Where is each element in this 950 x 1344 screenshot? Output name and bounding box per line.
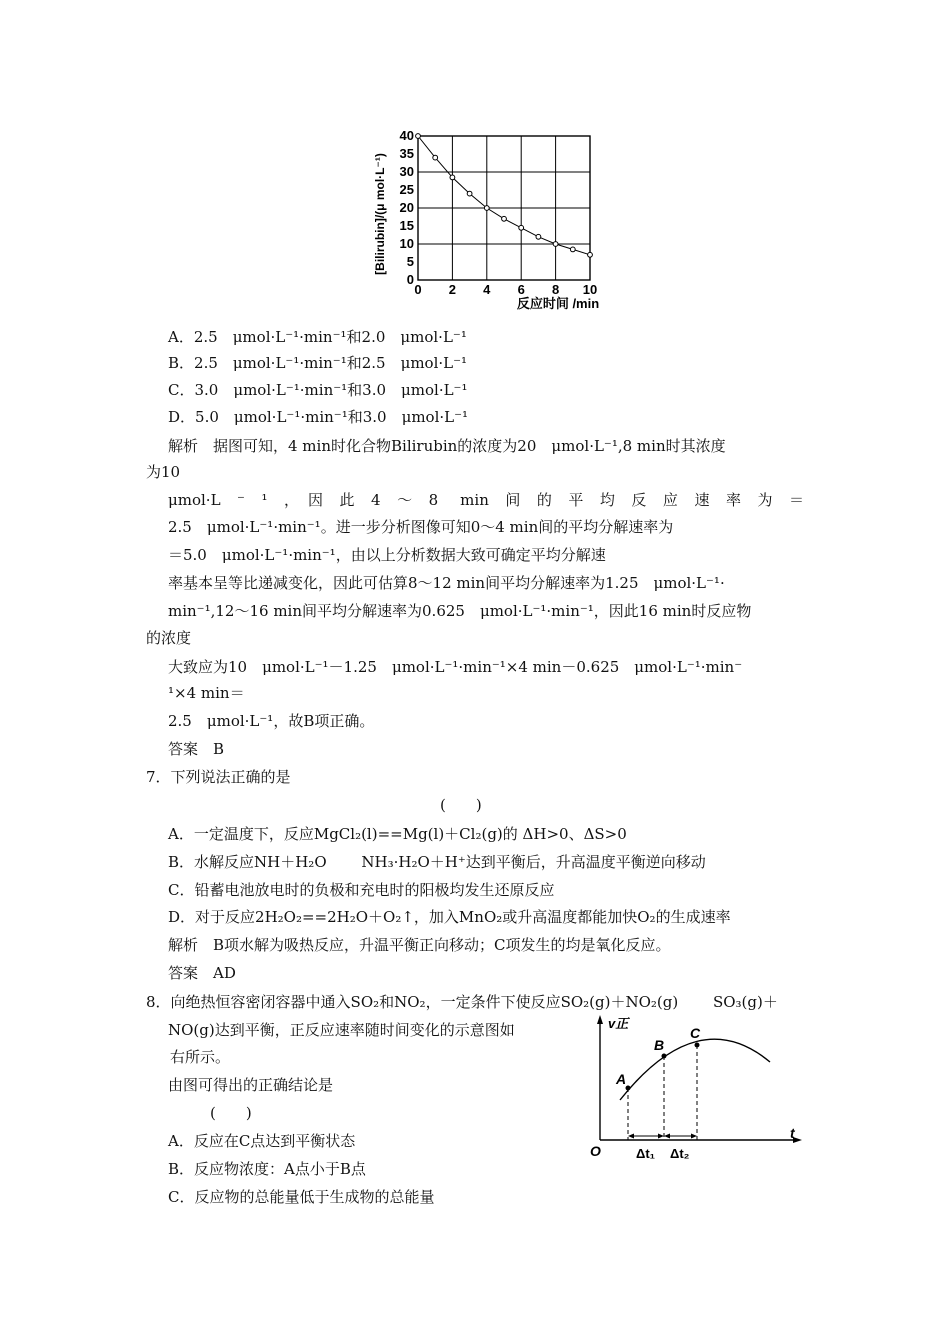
rate-origin-label: O xyxy=(590,1143,601,1159)
q6-analysis-line-9: 大致应为10 μmol·L⁻¹－1.25 μmol·L⁻¹·min⁻¹×4 min－0.625 μmol·L⁻¹·min⁻ xyxy=(168,658,743,676)
chart-data-point xyxy=(484,206,489,211)
chart-y-tick-label: 30 xyxy=(399,164,414,179)
q7-option-d: D．对于反应2H₂O₂==2H₂O＋O₂↑，加入MnO₂或升高温度都能加快O₂的生成速率 xyxy=(168,908,731,926)
rate-time-svg xyxy=(588,1012,808,1164)
q8-option-a: A．反应在C点达到平衡状态 xyxy=(168,1132,356,1150)
q6-option-a: A．2.5 μmol·L⁻¹·min⁻¹和2.0 μmol·L⁻¹ xyxy=(168,328,467,346)
q6-analysis-line-6: 率基本呈等比递减变化，因此可估算8～12 min间平均分解速率为1.25 μmol·L⁻¹· xyxy=(168,574,725,592)
chart-x-tick-label: 10 xyxy=(582,282,598,297)
q8-option-b: B．反应物浓度：A点小于B点 xyxy=(168,1160,366,1178)
q7-stem: 7．下列说法正确的是 xyxy=(146,768,291,786)
chart-data-point xyxy=(467,191,472,196)
interval-2-left-arrow-icon xyxy=(664,1134,670,1139)
q8-stem-line-1: 8．向绝热恒容密闭容器中通入SO₂和NO₂，一定条件下使反应SO₂(g)＋NO₂(g) SO₃(g)＋ xyxy=(146,993,778,1011)
chart-data-point xyxy=(536,234,541,239)
q6-analysis-line-2: 为10 xyxy=(146,463,181,481)
point-a-label: A xyxy=(616,1071,627,1087)
chart-y-tick-label: 25 xyxy=(399,182,414,197)
chart-y-axis-label: [Bilirubin]/(μ mol·L⁻¹) xyxy=(373,153,387,275)
chart-y-tick-label: 10 xyxy=(399,236,414,251)
chart-x-tick-label: 6 xyxy=(517,282,525,297)
chart-y-tick-label: 40 xyxy=(399,128,414,143)
chart-x-axis-label: 反应时间 /min xyxy=(516,296,600,311)
q7-option-a: A．一定温度下，反应MgCl₂(l)==Mg(l)＋Cl₂(g)的 ΔH>0、ΔS>0 xyxy=(168,825,627,843)
chart-y-tick-label: 15 xyxy=(399,218,414,233)
q6-analysis-line-5: ＝5.0 μmol·L⁻¹·min⁻¹，由以上分析数据大致可确定平均分解速 xyxy=(168,546,606,564)
chart-data-point xyxy=(433,155,438,160)
chart-data-point xyxy=(553,242,558,247)
rate-y-axis-label: v正 xyxy=(608,1016,629,1031)
q8-stem-line-3: 右所示。 xyxy=(170,1048,231,1066)
q6-analysis-line-1: 解析 据图可知，4 min时化合物Bilirubin的浓度为20 μmol·L⁻¹,8 min时其浓度 xyxy=(168,437,726,455)
interval-1-left-arrow-icon xyxy=(628,1134,634,1139)
interval-2-right-arrow-icon xyxy=(691,1134,697,1139)
q6-analysis-line-4: 2.5 μmol·L⁻¹·min⁻¹。进一步分析图像可知0～4 min间的平均分解速率为 xyxy=(168,518,674,536)
chart-x-tick-label: 4 xyxy=(483,282,491,297)
q6-analysis-line-8: 的浓度 xyxy=(146,629,192,647)
rate-y-arrow-icon xyxy=(597,1015,603,1024)
q6-analysis-line-7: min⁻¹,12～16 min间平均分解速率为0.625 μmol·L⁻¹·min⁻¹，因此16 min时反应物 xyxy=(168,602,752,620)
q7-analysis: 解析 B项水解为吸热反应，升温平衡正向移动；C项发生的均是氧化反应。 xyxy=(168,936,671,954)
q6-answer: 答案 B xyxy=(168,740,225,758)
chart-x-tick-label: 8 xyxy=(551,282,560,297)
chart-data-point xyxy=(502,216,507,221)
chart-y-tick-label: 20 xyxy=(399,200,414,215)
point-b-marker xyxy=(662,1054,667,1059)
chart-y-tick-label: 5 xyxy=(406,254,414,269)
point-c-marker xyxy=(695,1043,700,1048)
interval-1-label: Δt₁ xyxy=(636,1146,656,1161)
chart-data-point xyxy=(588,252,593,257)
point-c-label: C xyxy=(690,1025,701,1041)
q6-option-b: B．2.5 μmol·L⁻¹·min⁻¹和2.5 μmol·L⁻¹ xyxy=(168,354,468,372)
point-a-marker xyxy=(626,1086,631,1091)
bilirubin-chart-svg xyxy=(368,124,608,319)
q7-paren: ( ) xyxy=(440,796,482,814)
q6-analysis-line-10: ¹×4 min＝ xyxy=(168,684,245,702)
q7-option-c: C．铅蓄电池放电时的负极和充电时的阳极均发生还原反应 xyxy=(168,881,555,899)
q8-paren: ( ) xyxy=(210,1104,252,1122)
chart-y-tick-label: 0 xyxy=(406,272,414,287)
rate-x-axis-label: t xyxy=(790,1125,795,1141)
q6-option-d: D．5.0 μmol·L⁻¹·min⁻¹和3.0 μmol·L⁻¹ xyxy=(168,408,469,426)
chart-data-point xyxy=(570,247,575,252)
bilirubin-chart xyxy=(368,124,608,319)
chart-y-tick-label: 35 xyxy=(399,146,414,161)
q8-stem-line-2: NO(g)达到平衡，正反应速率随时间变化的示意图如 xyxy=(168,1021,515,1039)
q6-analysis-line-11: 2.5 μmol·L⁻¹，故B项正确。 xyxy=(168,712,375,730)
chart-data-point xyxy=(519,225,524,230)
point-b-label: B xyxy=(654,1037,665,1053)
q7-answer: 答案 AD xyxy=(168,964,236,982)
q7-option-b: B．水解反应NH＋H₂O NH₃·H₂O＋H⁺达到平衡后，升高温度平衡逆向移动 xyxy=(168,853,706,871)
rate-time-figure xyxy=(588,1012,808,1164)
interval-2-label: Δt₂ xyxy=(670,1146,690,1161)
chart-x-tick-label: 0 xyxy=(414,282,422,297)
rate-curve xyxy=(620,1039,770,1100)
interval-1-right-arrow-icon xyxy=(658,1134,664,1139)
q8-question: 由图可得出的正确结论是 xyxy=(168,1076,334,1094)
chart-series-line xyxy=(418,136,590,255)
chart-x-tick-label: 2 xyxy=(448,282,457,297)
chart-data-point xyxy=(450,175,455,180)
q6-analysis-line-3: μmol·L ⁻ ¹ ， 因 此 4 ～ 8 min 间 的 平 均 反 应 速 率 为 ＝ xyxy=(168,491,804,509)
q8-option-c: C．反应物的总能量低于生成物的总能量 xyxy=(168,1188,435,1206)
q6-option-c: C．3.0 μmol·L⁻¹·min⁻¹和3.0 μmol·L⁻¹ xyxy=(168,381,468,399)
chart-data-point xyxy=(416,134,421,139)
